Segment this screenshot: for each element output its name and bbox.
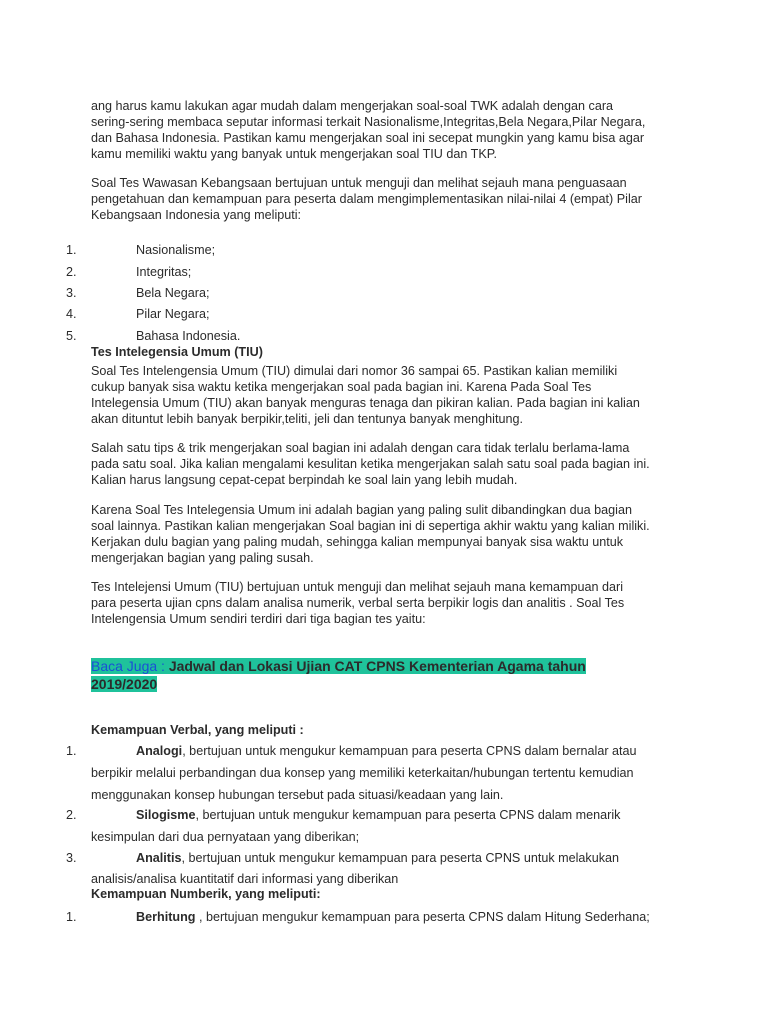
term: Berhitung [136, 910, 196, 924]
list-item-continued: menggunakan konsep hubungan tersebut pada situasi/keadaan yang lain. [91, 788, 504, 802]
list-item-number: 1. [66, 243, 77, 257]
term: Analogi [136, 744, 183, 758]
list-item-number: 2. [66, 265, 77, 279]
twk-paragraph: Soal Tes Wawasan Kebangsaan bertujuan untuk menguji dan melihat sejauh mana penguasaan pengetahuan dan kemampuan para peserta dalam mengimplementasikan nilai-nilai 4 (empat) Pilar Kebangsaan Indonesia yang meliputi: [91, 176, 642, 222]
tiu-paragraph-1: Soal Tes Intelengensia Umum (TIU) dimulai dari nomor 36 sampai 65. Pastikan kalian memiliki cukup banyak sisa waktu ketika mengerjakan soal pada bagian ini. Karena Pada Soal Tes Intelegensia Umum (TIU) akan banyak menguras tenaga dan pikiran kalian. Pada bagian ini kalian akan dituntut lebih banyak berpikir,teliti, jeli dan tentunya banyak menghitung. [91, 364, 640, 426]
list-item: Integritas; [136, 265, 192, 279]
list-item: Analogi, bertujuan untuk mengukur kemampuan para peserta CPNS dalam bernalar atau [136, 744, 637, 758]
term: Analitis [136, 851, 182, 865]
list-item-number: 5. [66, 329, 77, 343]
intro-paragraph: ang harus kamu lakukan agar mudah dalam mengerjakan soal-soal TWK adalah dengan cara sering-sering membaca seputar informasi terkait Nasionalisme,Integritas,Bela Negara,Pilar Negara, dan Bahasa Indonesia. Pastikan kamu mengerjakan soal ini secepat mungkin yang kamu bisa agar kamu memiliki waktu yang banyak untuk mengerjakan soal TIU dan TKP. [91, 99, 646, 161]
numerik-heading: Kemampuan Numberik, yang meliputi: [91, 887, 321, 901]
related-article-title[interactable]: Jadwal dan Lokasi Ujian CAT CPNS Kementerian Agama tahun [164, 658, 586, 674]
list-item-number: 4. [66, 307, 77, 321]
list-item-number: 2. [66, 808, 77, 822]
tiu-heading: Tes Intelegensia Umum (TIU) [91, 345, 263, 359]
tiu-paragraph-4: Tes Intelejensi Umum (TIU) bertujuan untuk menguji dan melihat sejauh mana kemampuan dari para peserta ujian cpns dalam analisa numerik, verbal serta berpikir logis dan analitis . Soal Tes Intelengensia Umum sendiri terdiri dari tiga bagian tes yaitu: [91, 580, 625, 626]
list-item-continued: analisis/analisa kuantitatif dari informasi yang diberikan [91, 872, 399, 886]
list-item: Pilar Negara; [136, 307, 210, 321]
baca-juga-link[interactable]: Baca Juga : [91, 658, 165, 674]
list-item: Silogisme, bertujuan untuk mengukur kemampuan para peserta CPNS dalam menarik [136, 808, 621, 822]
list-item-number: 1. [66, 910, 77, 924]
list-item-continued: kesimpulan dari dua pernyataan yang diberikan; [91, 830, 360, 844]
related-article-year[interactable]: 2019/2020 [91, 676, 158, 692]
verbal-heading: Kemampuan Verbal, yang meliputi : [91, 723, 304, 737]
list-item-continued: berpikir melalui perbandingan dua konsep yang memiliki keterkaitan/hubungan tertentu kemudian [91, 766, 634, 780]
list-item: Analitis, bertujuan untuk mengukur kemampuan para peserta CPNS untuk melakukan [136, 851, 620, 865]
tiu-paragraph-2: Salah satu tips & trik mengerjakan soal bagian ini adalah dengan cara tidak terlalu berlama-lama pada satu soal. Jika kalian mengalami kesulitan ketika mengerjakan salah satu soal pada bagian ini. Kalian harus langsung cepat-cepat berpindah ke soal lain yang lebih mudah. [91, 441, 650, 487]
baca-juga-callout [91, 657, 586, 693]
list-item: Berhitung , bertujuan mengukur kemampuan para peserta CPNS dalam Hitung Sederhana; [136, 910, 650, 924]
list-item-number: 3. [66, 286, 77, 300]
term: Silogisme [136, 808, 196, 822]
list-item: Nasionalisme; [136, 243, 216, 257]
list-item: Bahasa Indonesia. [136, 329, 241, 343]
list-item: Bela Negara; [136, 286, 210, 300]
list-item-number: 3. [66, 851, 77, 865]
tiu-paragraph-3: Karena Soal Tes Intelegensia Umum ini adalah bagian yang paling sulit dibandingkan dua bagian soal lainnya. Pastikan kalian mengerjakan Soal bagian ini di sepertiga akhir waktu yang kalian miliki. Kerjakan dulu bagian yang paling mudah, sehingga kalian mempunyai banyak sisa waktu untuk mengerjakan bagian yang paling susah. [91, 503, 650, 565]
list-item-number: 1. [66, 744, 77, 758]
